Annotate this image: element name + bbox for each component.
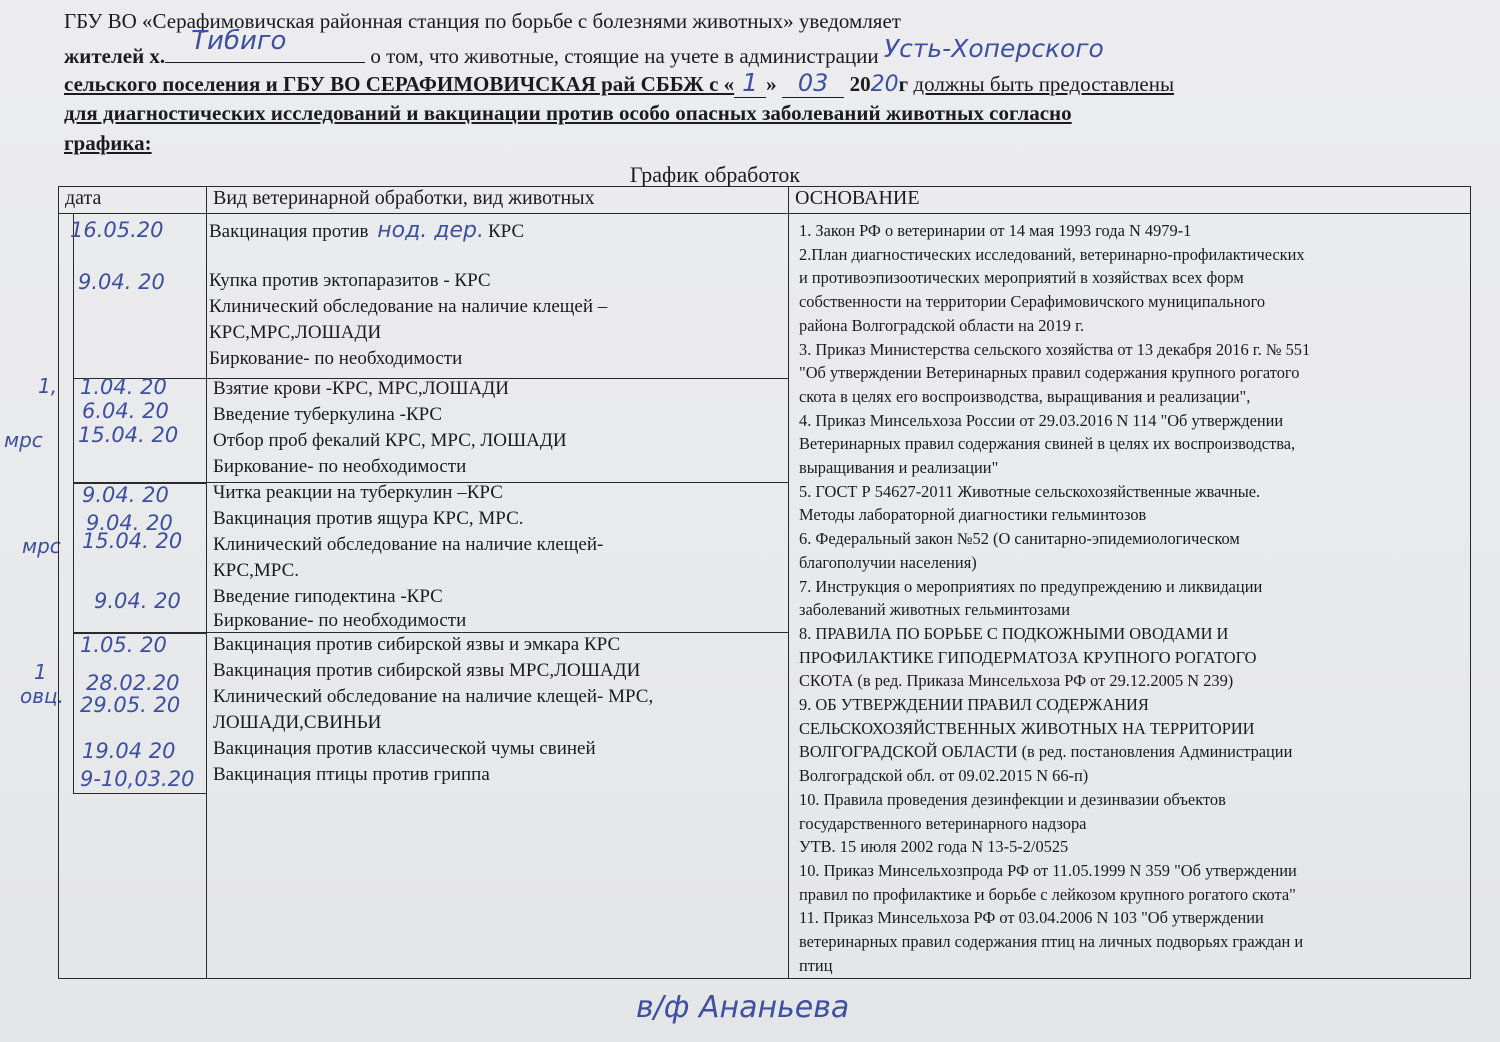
treatment-line: ЛОШАДИ,СВИНЬИ (213, 712, 382, 733)
header-treatment-type: Вид ветеринарной обработки, вид животных (207, 187, 789, 214)
basis-line: скота в целях его воспроизводства, выращивания и реализации", (799, 386, 1251, 406)
basis-line: 10. Приказ Минсельхозпрода РФ от 11.05.1999 N 359 "Об утверждении (799, 860, 1297, 880)
basis-line: Ветеринарных правил содержания свиней в целях их воспроизводства, (799, 434, 1296, 454)
date-group-3 (73, 482, 206, 634)
basis-line: 9. ОБ УТВЕРЖДЕНИИ ПРАВИЛ СОДЕРЖАНИЯ (799, 695, 1149, 715)
basis-line: выращивания и реализации" (799, 458, 999, 478)
basis-line: 11. Приказ Минсельхоза РФ от 03.04.2006 N 103 "Об утверждении (799, 908, 1264, 928)
date-entry: 6.04. 20 (82, 399, 169, 423)
basis-line: ветеринарных правил содержания птиц на личных подворьях граждан и (799, 932, 1304, 952)
start-month-handwritten: 03 (782, 69, 845, 98)
treatment-line: Отбор проб фекалий КРС, МРС, ЛОШАДИ (213, 430, 567, 451)
village-handwritten: Тибиго (191, 26, 287, 56)
basis-line: 6. Федеральный закон №52 (О санитарно-эпидемиологическом (799, 529, 1240, 549)
margin-note-2: мрс (4, 428, 43, 452)
basis-line: района Волгоградской области на 2019 г. (799, 315, 1085, 335)
basis-line: "Об утверждении Ветеринарных правил содержания крупного рогатого (799, 363, 1300, 383)
village-fill-line (165, 26, 365, 63)
date-entry: 1.05. 20 (80, 633, 167, 657)
treatment-line: Вакцинация против ящура КРС, МРС. (213, 508, 524, 529)
treatment-line: Биркование- по необходимости (209, 348, 463, 369)
margin-note-4: 1 (34, 660, 47, 684)
treatment-handwritten: нод. дер. (377, 218, 484, 243)
intro-line-3 (64, 70, 1174, 98)
basis-line: ПРОФИЛАКТИКЕ ГИПОДЕРМАТОЗА КРУПНОГО РОГАТОГО (799, 647, 1257, 667)
date-entry: 9-10,03.20 (80, 767, 195, 791)
treatment-line: Вакцинация птицы против гриппа (213, 764, 490, 785)
basis-line: ВОЛГОГРАДСКОЙ ОБЛАСТИ (в ред. постановления Администрации (799, 742, 1293, 762)
basis-line: правил по профилактике и борьбе с лейкозом крупного рогатого скота" (799, 884, 1296, 904)
year-suffix-handwritten: 20 (870, 72, 899, 97)
table-title-text: График обработок (629, 162, 801, 187)
date-entry: 9.04. 20 (86, 511, 173, 535)
settlement-text: сельского поселения и ГБУ ВО СЕРАФИМОВИЧСКАЯ рай СББЖ с « (64, 72, 735, 96)
treatment-line: Вакцинация против сибирской язвы и эмкара КРС (213, 634, 621, 655)
treatment-line: Клинический обследование на наличие клещей- (213, 534, 604, 555)
year-g: г (898, 72, 909, 96)
year-prefix: 20 (849, 72, 871, 96)
date-entry: 19.04 20 (82, 739, 176, 763)
table-body-row (59, 214, 1471, 979)
treatment-line: Вакцинация против сибирской язвы МРС,ЛОШАДИ (213, 660, 641, 681)
basis-line: государственного ветеринарного надзора (799, 813, 1087, 833)
date-entry: 28.02.20 (86, 671, 180, 695)
table-title (0, 162, 1500, 188)
diagnostics-text: для диагностических исследований и вакцинации против особо опасных заболеваний животных согласно (64, 101, 1072, 125)
treatment-line: КРС,МРС,ЛОШАДИ (209, 322, 382, 343)
basis-line: 2.План диагностических исследований, ветеринарно-профилактических (799, 244, 1305, 264)
treatment-line: Вакцинация против классической чумы свиней (213, 738, 596, 759)
treatment-line: Биркование- по необходимости (213, 456, 467, 477)
date-group-4 (73, 632, 206, 794)
basis-line: 7. Инструкция о мероприятиях по предупреждению и ликвидации (799, 576, 1263, 596)
date-entry: 1.04. 20 (80, 375, 167, 399)
basis-line: птиц (799, 955, 833, 975)
basis-line: Методы лабораторной диагностики гельминтозов (799, 505, 1147, 525)
basis-line: и противоэпизоотических мероприятий в хозяйствах всех форм (799, 268, 1244, 288)
date-entry: 15.04. 20 (78, 423, 179, 447)
schedule-label: графика: (64, 131, 152, 155)
intro-line-1 (64, 8, 901, 34)
margin-note-5: овц. (20, 684, 64, 708)
intro-line-2 (64, 26, 1104, 69)
treatment-text: КРС (487, 221, 525, 242)
treatment-line (209, 218, 524, 243)
group-divider (207, 632, 788, 633)
treatment-column (207, 214, 789, 979)
treatment-line: Читка реакции на туберкулин –КРС (213, 482, 503, 503)
date-entry: 9.04. 20 (82, 483, 169, 507)
date-group-1 (70, 214, 206, 379)
basis-line: СКОТА (в ред. Приказа Минсельхоза РФ от 29.12.2005 N 239) (799, 671, 1234, 691)
margin-note-3: мрс (22, 534, 61, 558)
residents-label: жителей х. (64, 44, 166, 68)
start-day-handwritten: 1 (734, 68, 766, 98)
date-entry: 9.04. 20 (94, 589, 181, 613)
basis-line: собственности на территории Серафимовичского муниципального (799, 292, 1266, 312)
schedule-table (58, 186, 1471, 979)
basis-line: СЕЛЬСКОХОЗЯЙСТВЕННЫХ ЖИВОТНЫХ НА ТЕРРИТОРИИ (799, 718, 1255, 738)
date-column (59, 214, 207, 979)
basis-column (789, 214, 1471, 979)
header-date: дата (59, 187, 207, 214)
treatment-text: Вакцинация против (209, 221, 369, 242)
quote-close: » (766, 72, 777, 96)
basis-line: 10. Правила проведения дезинфекции и дезинвазии объектов (799, 789, 1226, 809)
basis-line: благополучии населения) (799, 552, 977, 572)
treatment-line: Клинический обследование на наличие клещей – (209, 296, 608, 317)
table-header-row (59, 187, 1471, 214)
treatment-line: Взятие крови -КРС, МРС,ЛОШАДИ (213, 378, 509, 399)
basis-line: заболеваний животных гельминтозами (799, 600, 1071, 620)
date-group-2 (73, 375, 206, 484)
basis-line: Волгоградской обл. от 09.02.2015 N 66-п) (799, 766, 1089, 786)
basis-line: 1. Закон РФ о ветеринарии от 14 мая 1993 года N 4979-1 (799, 221, 1192, 240)
treatment-line: Введение гиподектина -КРС (213, 586, 443, 607)
date-entry: 9.04. 20 (78, 270, 165, 294)
basis-line: 5. ГОСТ Р 54627-2011 Животные сельскохозяйственные жвачные. (799, 481, 1261, 501)
date-entry: 16.05.20 (70, 218, 164, 242)
basis-line: 8. ПРАВИЛА ПО БОРЬБЕ С ПОДКОЖНЫМИ ОВОДАМИ И (799, 623, 1229, 643)
basis-line: 3. Приказ Министерства сельского хозяйства от 13 декабря 2016 г. № 551 (799, 339, 1311, 359)
admin-handwritten: Усть-Хоперского (883, 34, 1104, 63)
intro-line-4 (64, 100, 1072, 126)
basis-line: УТВ. 15 июля 2002 года N 13-5-2/0525 (799, 837, 1069, 857)
basis-line: 4. Приказ Минсельхоза России от 29.03.2016 N 114 "Об утверждении (799, 410, 1284, 430)
intro-mid-text: о том, что животные, стоящие на учете в администрации (370, 44, 879, 68)
date-entry: 29.05. 20 (80, 693, 181, 717)
vet-signature: в/ф Ананьева (636, 990, 850, 1025)
treatment-line: Введение туберкулина -КРС (213, 404, 443, 425)
header-basis: ОСНОВАНИЕ (789, 187, 1471, 214)
intro-line-5 (64, 130, 152, 156)
treatment-line: Клинический обследование на наличие клещей- МРС, (213, 686, 654, 707)
margin-note-1: 1, (38, 374, 58, 398)
provided-text: должны быть предоставлены (913, 72, 1175, 96)
treatment-line: Купка против эктопаразитов - КРС (209, 270, 491, 291)
intro-organization-text: ГБУ ВО «Серафимовичская районная станция по борьбе с болезнями животных» уведомляет (64, 9, 901, 33)
treatment-line: КРС,МРС. (213, 560, 300, 581)
date-entry: 15.04. 20 (82, 529, 183, 553)
treatment-line: Биркование- по необходимости (213, 610, 467, 631)
